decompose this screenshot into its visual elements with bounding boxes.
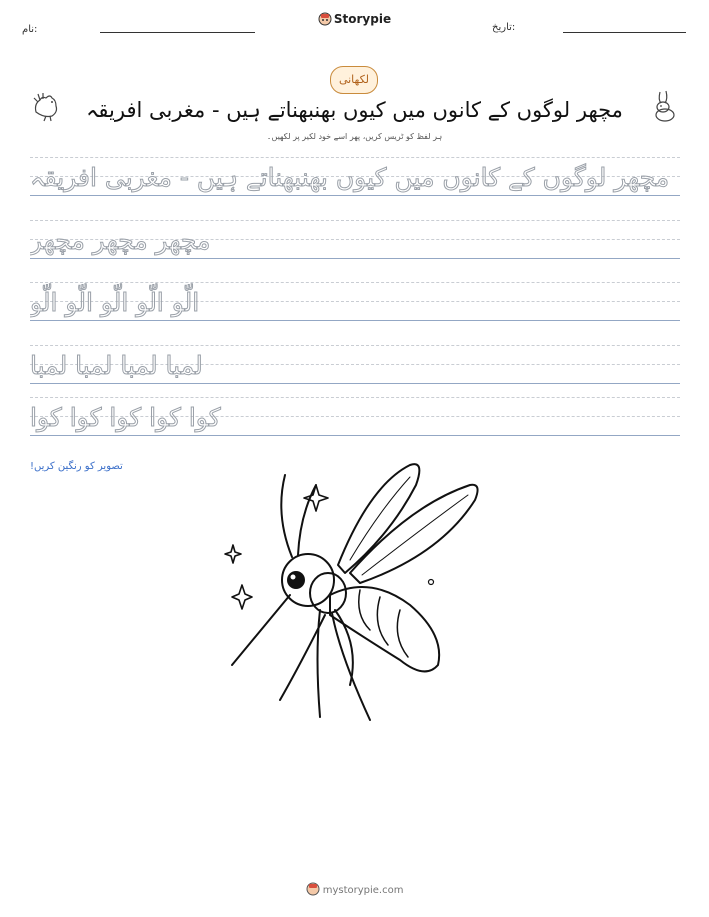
brand-name: Storypie (333, 12, 392, 26)
practice-row[interactable] (30, 282, 680, 334)
writing-badge: لکھانی (330, 66, 378, 94)
date-line[interactable] (563, 32, 686, 33)
storypie-logo-icon (318, 12, 332, 26)
trace-text: کوا کوا کوا کوا کوا (30, 403, 221, 432)
name-line[interactable] (100, 32, 255, 33)
footer (0, 882, 709, 896)
practice-row[interactable] (30, 157, 680, 209)
trace-text: لمبا لمبا لمبا لمبا (30, 351, 203, 380)
trace-text: الّو الّو الّو الّو الّو (30, 288, 200, 317)
storypie-logo-icon (306, 882, 320, 896)
instructions: ہر لفظ کو ٹریس کریں، پھر اسے خود لکیر پر لکھیں۔ (266, 132, 443, 141)
mosquito-illustration[interactable] (220, 455, 490, 730)
practice-row[interactable] (30, 220, 680, 272)
practice-row[interactable] (30, 397, 680, 449)
practice-row[interactable] (30, 345, 680, 397)
date-label: تاریخ: (492, 22, 516, 33)
brand (0, 12, 709, 26)
name-label: نام: (22, 24, 38, 35)
trace-text: مچھر مچھر مچھر (30, 226, 211, 255)
page-title: مچھر لوگوں کے کانوں میں کیوں بھنبھناتے ہیں - مغربی افریقہ (86, 98, 623, 122)
footer-url[interactable]: mystorypie.com (322, 885, 404, 896)
trace-text: مچھر لوگوں کے کانوں میں کیوں بھنبھناتے ہیں - مغربی افریقہ (30, 163, 670, 192)
coloring-label: تصویر کو رنگین کریں! (30, 461, 123, 472)
